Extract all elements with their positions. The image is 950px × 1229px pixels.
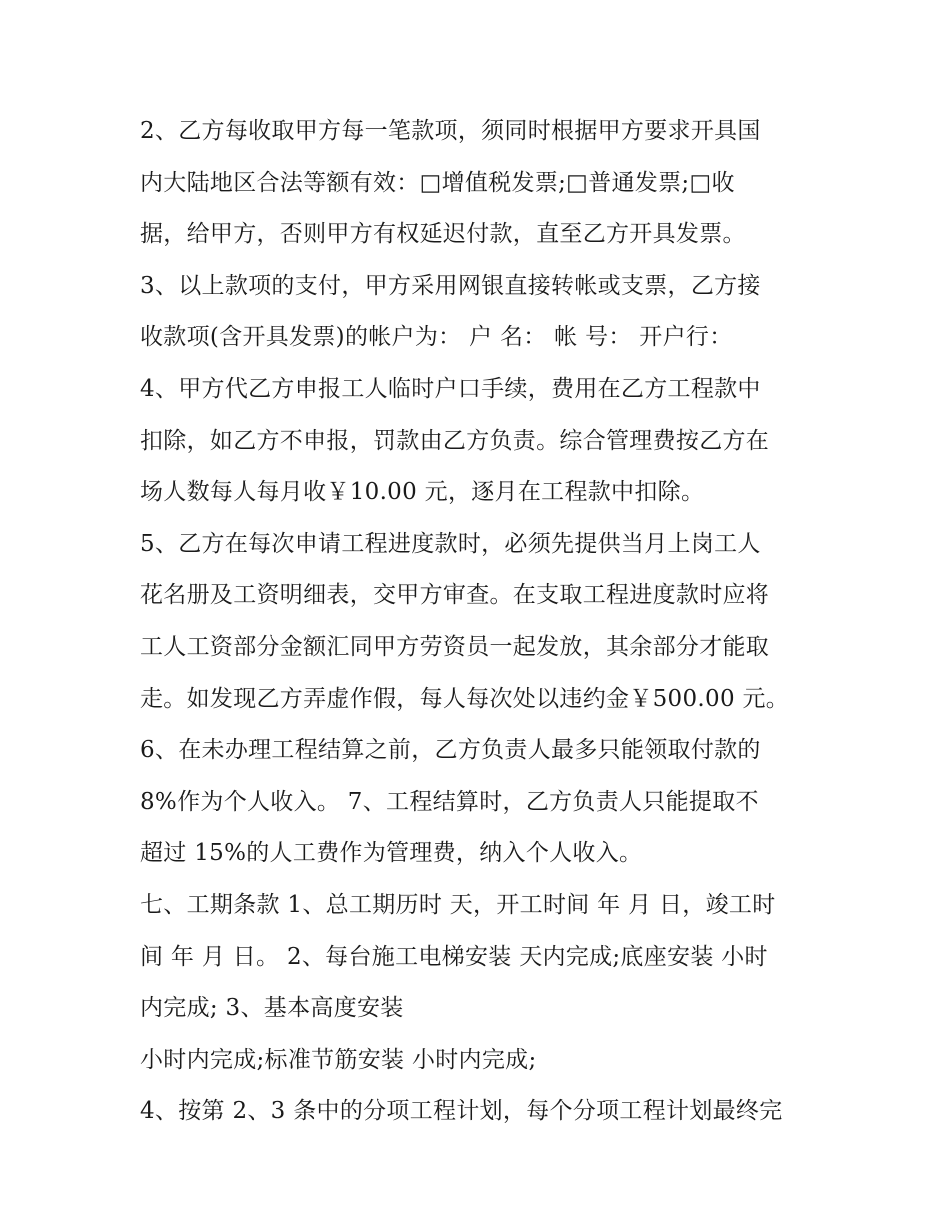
text-line: 小时内完成;标准节筋安装 小时内完成;: [140, 1046, 537, 1073]
text-line: 超过 15%的人工费作为管理费，纳入个人收入。: [140, 840, 643, 867]
text-line: 扣除，如乙方不申报，罚款由乙方负责。综合管理费按乙方在: [140, 427, 770, 454]
text-line: 3、以上款项的支付，甲方采用网银直接转帐或支票，乙方接: [140, 272, 761, 299]
text-line: 走。如发现乙方弄虚作假，每人每次处以违约金￥500.00 元。: [140, 685, 790, 712]
text-line: 场人数每人每月收￥10.00 元，逐月在工程款中扣除。: [140, 479, 705, 506]
text-line: 4、按第 2、3 条中的分项工程计划，每个分项工程计划最终完: [140, 1098, 783, 1125]
text-line: 5、乙方在每次申请工程进度款时，必须先提供当月上岗工人: [140, 530, 761, 557]
text-line: 2、乙方每收取甲方每一笔款项，须同时根据甲方要求开具国: [140, 118, 761, 144]
text-line: 8%作为个人收入。 7、工程结算时，乙方负责人只能提取不: [140, 788, 759, 815]
text-line: 4、甲方代乙方申报工人临时户口手续，费用在乙方工程款中: [140, 375, 761, 402]
text-line: 花名册及工资明细表，交甲方审查。在支取工程进度款时应将: [140, 582, 770, 609]
text-line: 内完成; 3、基本高度安装: [140, 995, 404, 1022]
contract-text: [140, 106, 820, 1138]
text-line: 内大陆地区合法等额有效：□增值税发票;□普通发票;□收: [140, 169, 735, 196]
text-line: 工人工资部分金额汇同甲方劳资员一起发放，其余部分才能取: [140, 633, 770, 660]
text-line: 间 年 月 日。 2、每台施工电梯安装 天内完成;底座安装 小时: [140, 943, 768, 970]
text-line: 6、在未办理工程结算之前，乙方负责人最多只能领取付款的: [140, 737, 761, 764]
text-line: 七、工期条款 1、总工期历时 天，开工时间 年 月 日，竣工时: [140, 891, 776, 918]
text-line: 收款项(含开具发票)的帐户为： 户 名： 帐 号： 开户行：: [140, 324, 733, 351]
text-line: 据，给甲方，否则甲方有权延迟付款，直至乙方开具发票。: [140, 221, 746, 248]
